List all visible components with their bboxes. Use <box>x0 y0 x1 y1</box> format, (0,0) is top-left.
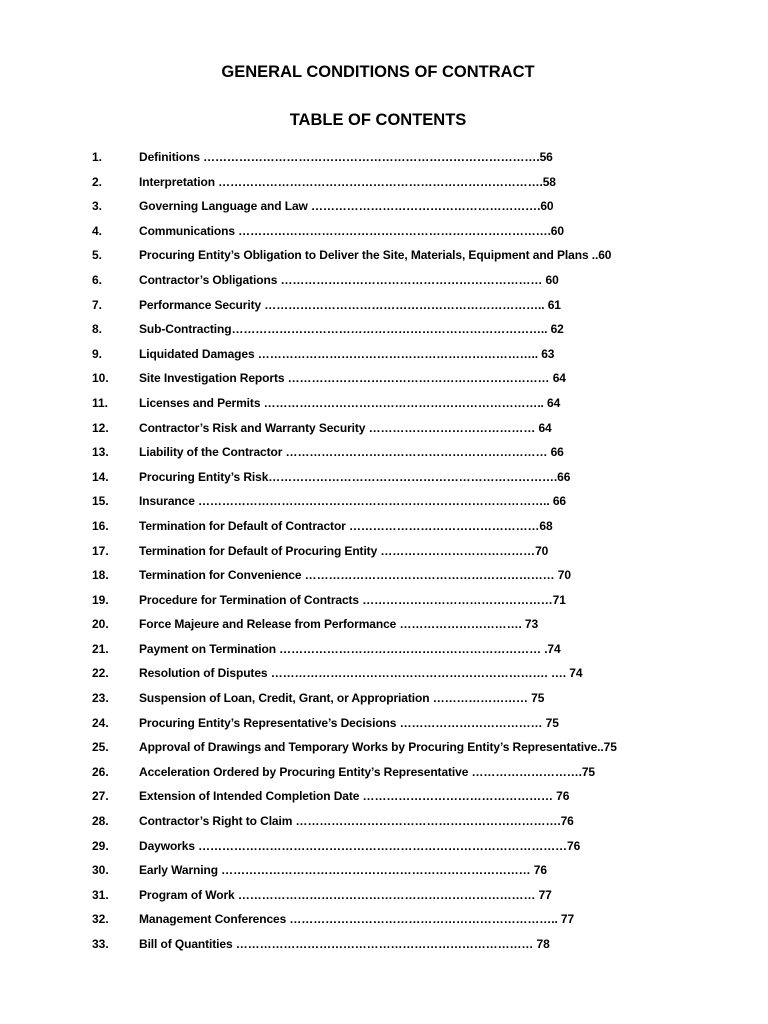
toc-entry <box>0 566 768 591</box>
toc-entry-text: Governing Language and Law ………………………………………………….60 <box>139 199 554 214</box>
toc-entry-number: 23. <box>92 691 109 706</box>
toc-entry-number: 32. <box>92 912 109 927</box>
toc-entry-text: Site Investigation Reports ………………………………………………………… 64 <box>139 371 566 386</box>
toc-entry <box>0 468 768 493</box>
toc-entry-text: Insurance …………………………………………………………………………….. 66 <box>139 494 566 509</box>
toc-entry-number: 8. <box>92 322 103 337</box>
toc-entry-text: Management Conferences ………………………………………………………….. 77 <box>139 912 575 927</box>
toc-entry-text: Termination for Default of Contractor …………………………………………68 <box>139 518 553 533</box>
toc-entry-text: Contractor’s Obligations ………………………………………………………… 60 <box>139 272 559 287</box>
toc-entry <box>0 837 768 862</box>
document-title: GENERAL CONDITIONS OF CONTRACT <box>221 63 535 81</box>
toc-entry <box>0 345 768 370</box>
toc-entry-number: 11. <box>92 395 109 410</box>
toc-entry <box>0 591 768 616</box>
toc-entry <box>0 492 768 517</box>
toc-entry-text: Licenses and Permits …………………………………………………………….. 64 <box>139 395 561 410</box>
toc-entry-number: 19. <box>92 592 109 607</box>
toc-entry-text: Contractor’s Risk and Warranty Security …………………………………… 64 <box>139 420 552 435</box>
toc-entry <box>0 419 768 444</box>
toc-entry-text: Interpretation ……………………………………………………………………….58 <box>139 174 556 189</box>
toc-entry-number: 10. <box>92 371 109 386</box>
toc-entry-text: Dayworks …………………………………………………………………………………76 <box>139 838 581 853</box>
toc-entry <box>0 910 768 935</box>
toc-entry-text: Payment on Termination ………………………………………………………… .74 <box>139 641 561 656</box>
toc-entry-text: Program of Work ………………………………………………………………… 77 <box>139 887 552 902</box>
toc-entry <box>0 615 768 640</box>
toc-entry-text: Suspension of Loan, Credit, Grant, or Appropriation …………………… 75 <box>139 691 545 706</box>
toc-entry <box>0 222 768 247</box>
toc-entry <box>0 369 768 394</box>
toc-entry <box>0 787 768 812</box>
toc-entry <box>0 664 768 689</box>
toc-entry-number: 9. <box>92 346 103 361</box>
toc-entry-text: Sub-Contracting…………………………………………………………………….. 62 <box>139 322 564 337</box>
toc-entry <box>0 763 768 788</box>
toc-entry-text: Bill of Quantities ………………………………………………………………… 78 <box>139 937 550 951</box>
toc-entry <box>0 443 768 468</box>
toc-entry-text: Force Majeure and Release from Performance …………………………. 73 <box>139 617 539 632</box>
toc-entry <box>0 271 768 296</box>
toc-entry-number: 12. <box>92 420 109 435</box>
table-of-contents <box>0 148 768 960</box>
toc-entry-number: 4. <box>92 223 103 238</box>
toc-entry-number: 7. <box>92 297 103 312</box>
toc-entry-number: 18. <box>92 568 109 583</box>
toc-entry <box>0 148 768 173</box>
toc-entry-number: 21. <box>92 641 109 656</box>
toc-entry-text: Procuring Entity’s Representative’s Decisions ……………………………… 75 <box>139 715 559 730</box>
toc-entry-number: 31. <box>92 887 109 902</box>
toc-entry-number: 26. <box>92 764 109 779</box>
toc-entry <box>0 935 768 960</box>
toc-entry-text: Early Warning …………………………………………………………………… 76 <box>139 863 547 878</box>
toc-entry-number: 3. <box>92 199 103 214</box>
toc-entry-number: 33. <box>92 937 109 951</box>
toc-entry-number: 25. <box>92 740 109 755</box>
toc-entry <box>0 517 768 542</box>
toc-entry-text: Acceleration Ordered by Procuring Entity’s Representative ……………………….75 <box>139 764 596 779</box>
toc-entry-number: 14. <box>92 469 109 484</box>
toc-entry-number: 1. <box>92 150 103 164</box>
toc-entry-text: Resolution of Disputes ……………………………………………………………. …. 74 <box>139 666 583 681</box>
toc-entry <box>0 246 768 271</box>
toc-entry <box>0 886 768 911</box>
toc-entry-number: 6. <box>92 272 103 287</box>
toc-entry-text: Procuring Entity’s Risk……………………………………………………………….66 <box>139 469 571 484</box>
toc-entry <box>0 689 768 714</box>
toc-entry-number: 13. <box>92 445 109 460</box>
toc-entry-text: Procuring Entity’s Obligation to Deliver the Site, Materials, Equipment and Plans ..60 <box>139 248 612 263</box>
toc-entry-number: 15. <box>92 494 109 509</box>
toc-entry <box>0 640 768 665</box>
toc-entry-number: 16. <box>92 518 109 533</box>
toc-entry <box>0 197 768 222</box>
toc-entry-text: Liquidated Damages …………………………………………………………….. 63 <box>139 346 555 361</box>
toc-entry-text: Liability of the Contractor ………………………………………………………… 66 <box>139 445 564 460</box>
toc-entry <box>0 861 768 886</box>
toc-entry-text: Extension of Intended Completion Date ………………………………………… 76 <box>139 789 570 804</box>
toc-entry-number: 24. <box>92 715 109 730</box>
toc-entry-text: Termination for Default of Procuring Entity …………………………………70 <box>139 543 549 558</box>
toc-entry-text: Termination for Convenience ……………………………………………………… 70 <box>139 568 571 583</box>
toc-entry <box>0 394 768 419</box>
toc-entry <box>0 542 768 567</box>
toc-entry-number: 17. <box>92 543 109 558</box>
toc-entry <box>0 812 768 837</box>
toc-entry <box>0 173 768 198</box>
toc-entry-number: 20. <box>92 617 109 632</box>
toc-entry-number: 28. <box>92 814 109 829</box>
toc-heading: TABLE OF CONTENTS <box>289 111 467 129</box>
toc-entry-number: 29. <box>92 838 109 853</box>
toc-entry-number: 5. <box>92 248 103 263</box>
toc-entry-text: Contractor’s Right to Claim ………………………………………………………….76 <box>139 814 574 829</box>
toc-entry-number: 30. <box>92 863 109 878</box>
toc-entry <box>0 738 768 763</box>
toc-entry-text: Procedure for Termination of Contracts …………………………………………71 <box>139 592 566 607</box>
toc-entry-text: Performance Security …………………………………………………………….. 61 <box>139 297 561 312</box>
toc-entry-number: 22. <box>92 666 109 681</box>
toc-entry <box>0 320 768 345</box>
toc-entry-text: Approval of Drawings and Temporary Works by Procuring Entity’s Representative..75 <box>139 740 617 755</box>
toc-entry-number: 27. <box>92 789 109 804</box>
toc-entry-number: 2. <box>92 174 103 189</box>
toc-entry-text: Definitions ………………………………………………………………………….56 <box>139 150 553 164</box>
toc-entry <box>0 714 768 739</box>
toc-entry-text: Communications …………………………………………………………………….60 <box>139 223 564 238</box>
toc-entry <box>0 296 768 321</box>
